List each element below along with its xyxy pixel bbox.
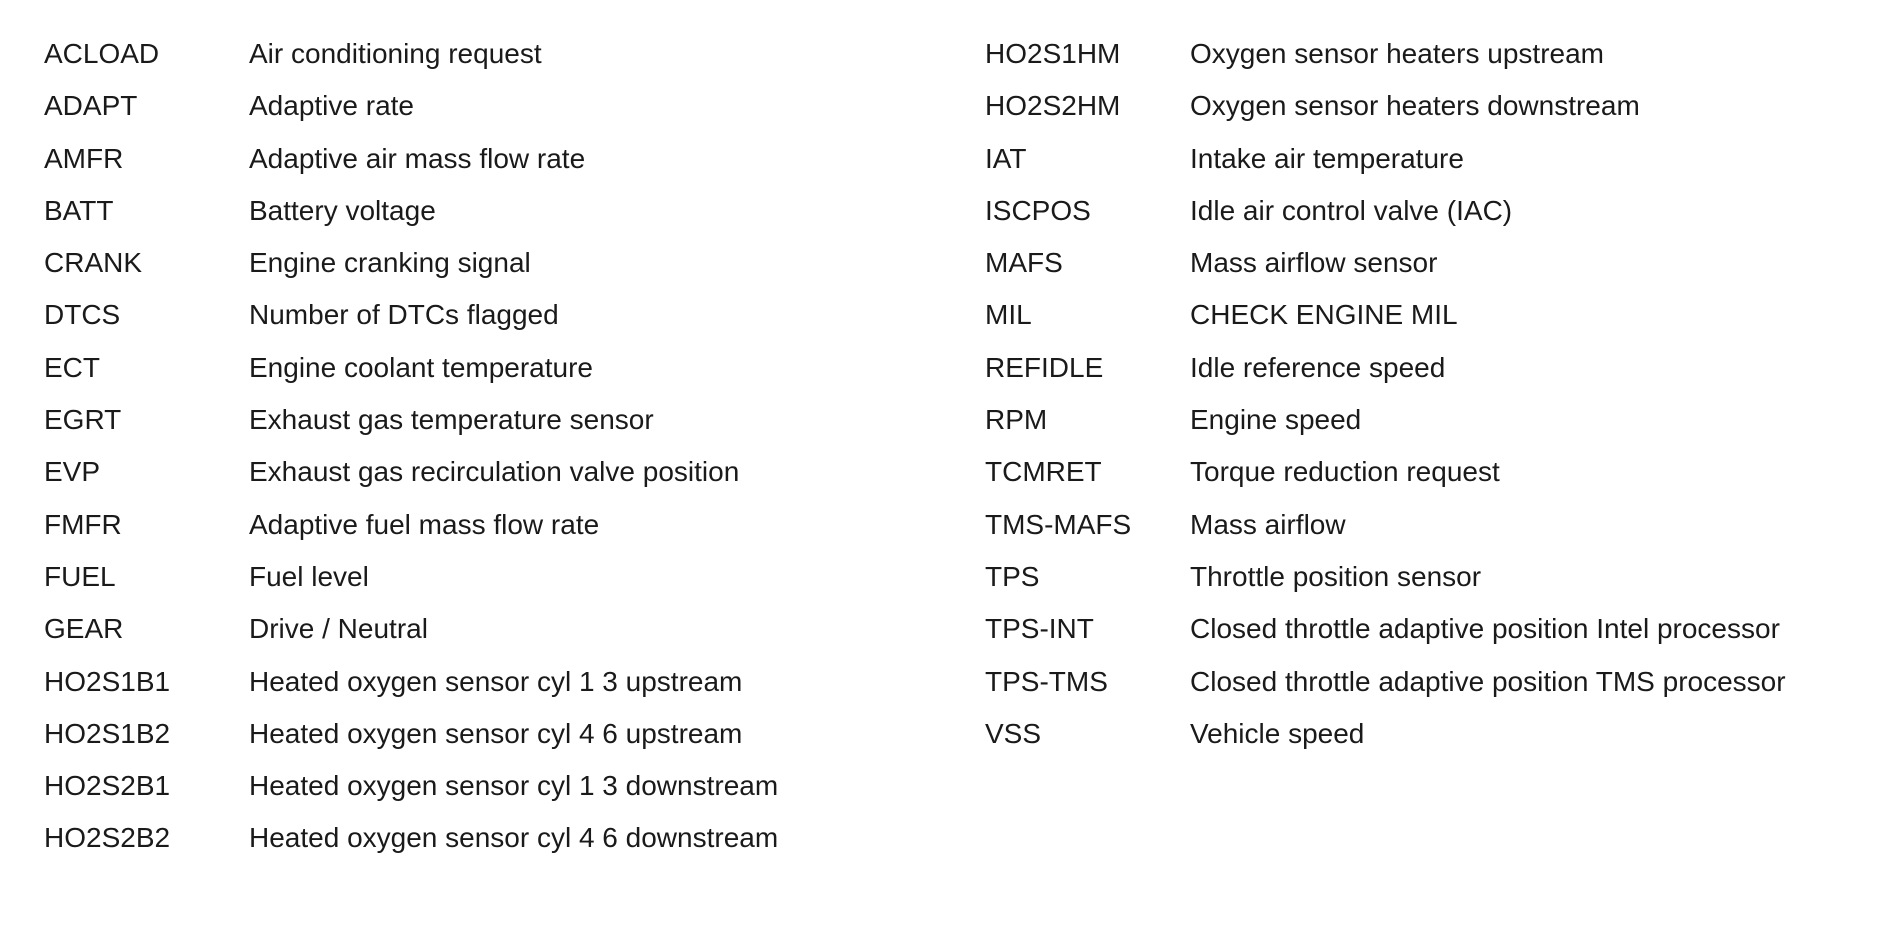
- abbreviation-description: Adaptive fuel mass flow rate: [249, 508, 600, 540]
- abbreviation-description: Adaptive rate: [249, 90, 414, 122]
- abbreviation-description: Idle reference speed: [1190, 351, 1446, 383]
- glossary-row: [44, 455, 778, 507]
- glossary-row: [44, 298, 778, 350]
- abbreviation-description: Throttle position sensor: [1190, 560, 1482, 592]
- abbreviation-term: ADAPT: [44, 90, 138, 122]
- abbreviation-term: AMFR: [44, 142, 124, 174]
- abbreviation-term: HO2S1B2: [44, 717, 171, 749]
- abbreviation-term: EGRT: [44, 404, 122, 436]
- abbreviation-description: Air conditioning request: [249, 38, 542, 69]
- abbreviation-term: ISCPOS: [985, 194, 1091, 226]
- glossary-row: [44, 717, 778, 769]
- glossary-row: [985, 560, 1786, 612]
- abbreviation-description: Engine speed: [1190, 404, 1362, 436]
- abbreviation-description: Battery voltage: [249, 194, 436, 226]
- glossary-row: [44, 665, 778, 717]
- abbreviation-description: Heated oxygen sensor cyl 4 6 downstream: [249, 822, 779, 854]
- abbreviation-term: FUEL: [44, 560, 116, 592]
- abbreviation-description: Engine cranking signal: [249, 247, 531, 279]
- abbreviation-term: TMS-MAFS: [985, 508, 1132, 540]
- abbreviation-term: HO2S1HM: [985, 38, 1121, 69]
- glossary-row: [985, 665, 1786, 717]
- glossary-row: [44, 508, 778, 560]
- glossary-row: [985, 37, 1786, 89]
- abbreviation-term: MAFS: [985, 247, 1063, 279]
- abbreviation-term: VSS: [985, 717, 1042, 749]
- glossary-row: [985, 298, 1786, 350]
- glossary-row: [44, 194, 778, 246]
- abbreviation-term: REFIDLE: [985, 351, 1104, 383]
- abbreviation-description: Exhaust gas recirculation valve position: [249, 456, 740, 488]
- abbreviation-description: Number of DTCs flagged: [249, 299, 559, 331]
- glossary-row: [985, 612, 1786, 664]
- abbreviation-description: Exhaust gas temperature sensor: [249, 404, 654, 436]
- abbreviation-term: IAT: [985, 142, 1027, 174]
- abbreviation-description: Vehicle speed: [1190, 717, 1365, 749]
- glossary-row: [44, 89, 778, 141]
- glossary-row: [44, 246, 778, 298]
- abbreviation-description: Closed throttle adaptive position TMS processor: [1190, 665, 1786, 697]
- glossary-row: [44, 37, 778, 89]
- glossary-row: [985, 89, 1786, 141]
- abbreviation-description: Fuel level: [249, 560, 369, 592]
- glossary-row: [985, 455, 1786, 507]
- abbreviation-term: MIL: [985, 299, 1032, 331]
- abbreviation-term: ACLOAD: [44, 38, 160, 69]
- abbreviation-term: HO2S2B2: [44, 822, 171, 854]
- abbreviation-description: Drive / Neutral: [249, 613, 428, 645]
- abbreviation-term: FMFR: [44, 508, 122, 540]
- abbreviation-term: HO2S2B1: [44, 770, 171, 802]
- abbreviation-description: Heated oxygen sensor cyl 4 6 upstream: [249, 717, 743, 749]
- abbreviation-term: RPM: [985, 404, 1048, 436]
- glossary-row: [44, 142, 778, 194]
- glossary-row: [985, 194, 1786, 246]
- abbreviation-term: BATT: [44, 194, 114, 226]
- glossary-row: [44, 769, 778, 821]
- glossary-column-left: [44, 37, 778, 874]
- abbreviation-description: Intake air temperature: [1190, 142, 1464, 174]
- abbreviation-description: Mass airflow: [1190, 508, 1346, 540]
- glossary-row: [44, 821, 778, 873]
- glossary-row: [985, 508, 1786, 560]
- abbreviation-term: EVP: [44, 456, 101, 488]
- abbreviation-description: Oxygen sensor heaters downstream: [1190, 90, 1640, 122]
- abbreviation-description: Closed throttle adaptive position Intel processor: [1190, 613, 1780, 645]
- abbreviation-term: TCMRET: [985, 456, 1102, 488]
- abbreviation-term: ECT: [44, 351, 100, 383]
- glossary-column-right: [985, 37, 1786, 769]
- abbreviation-description: Torque reduction request: [1190, 456, 1500, 488]
- glossary-row: [985, 717, 1786, 769]
- abbreviation-term: CRANK: [44, 247, 143, 279]
- abbreviation-term: TPS-INT: [985, 613, 1094, 645]
- abbreviation-description: Heated oxygen sensor cyl 1 3 upstream: [249, 665, 743, 697]
- glossary-row: [985, 142, 1786, 194]
- abbreviation-description: Idle air control valve (IAC): [1190, 194, 1513, 226]
- abbreviation-term: TPS: [985, 560, 1040, 592]
- abbreviation-description: Mass airflow sensor: [1190, 247, 1438, 279]
- abbreviation-term: TPS-TMS: [985, 665, 1108, 697]
- glossary-row: [985, 351, 1786, 403]
- abbreviation-term: GEAR: [44, 613, 124, 645]
- abbreviation-description: Engine coolant temperature: [249, 351, 593, 383]
- glossary-row: [44, 560, 778, 612]
- glossary-row: [44, 351, 778, 403]
- abbreviation-description: Heated oxygen sensor cyl 1 3 downstream: [249, 770, 779, 802]
- abbreviation-description: Oxygen sensor heaters upstream: [1190, 38, 1604, 69]
- abbreviation-description: CHECK ENGINE MIL: [1190, 299, 1458, 331]
- glossary-row: [44, 612, 778, 664]
- abbreviation-description: Adaptive air mass flow rate: [249, 142, 586, 174]
- abbreviation-term: HO2S1B1: [44, 665, 171, 697]
- glossary-row: [985, 246, 1786, 298]
- abbreviation-term: DTCS: [44, 299, 121, 331]
- abbreviation-term: HO2S2HM: [985, 90, 1121, 122]
- glossary-row: [985, 403, 1786, 455]
- glossary-row: [44, 403, 778, 455]
